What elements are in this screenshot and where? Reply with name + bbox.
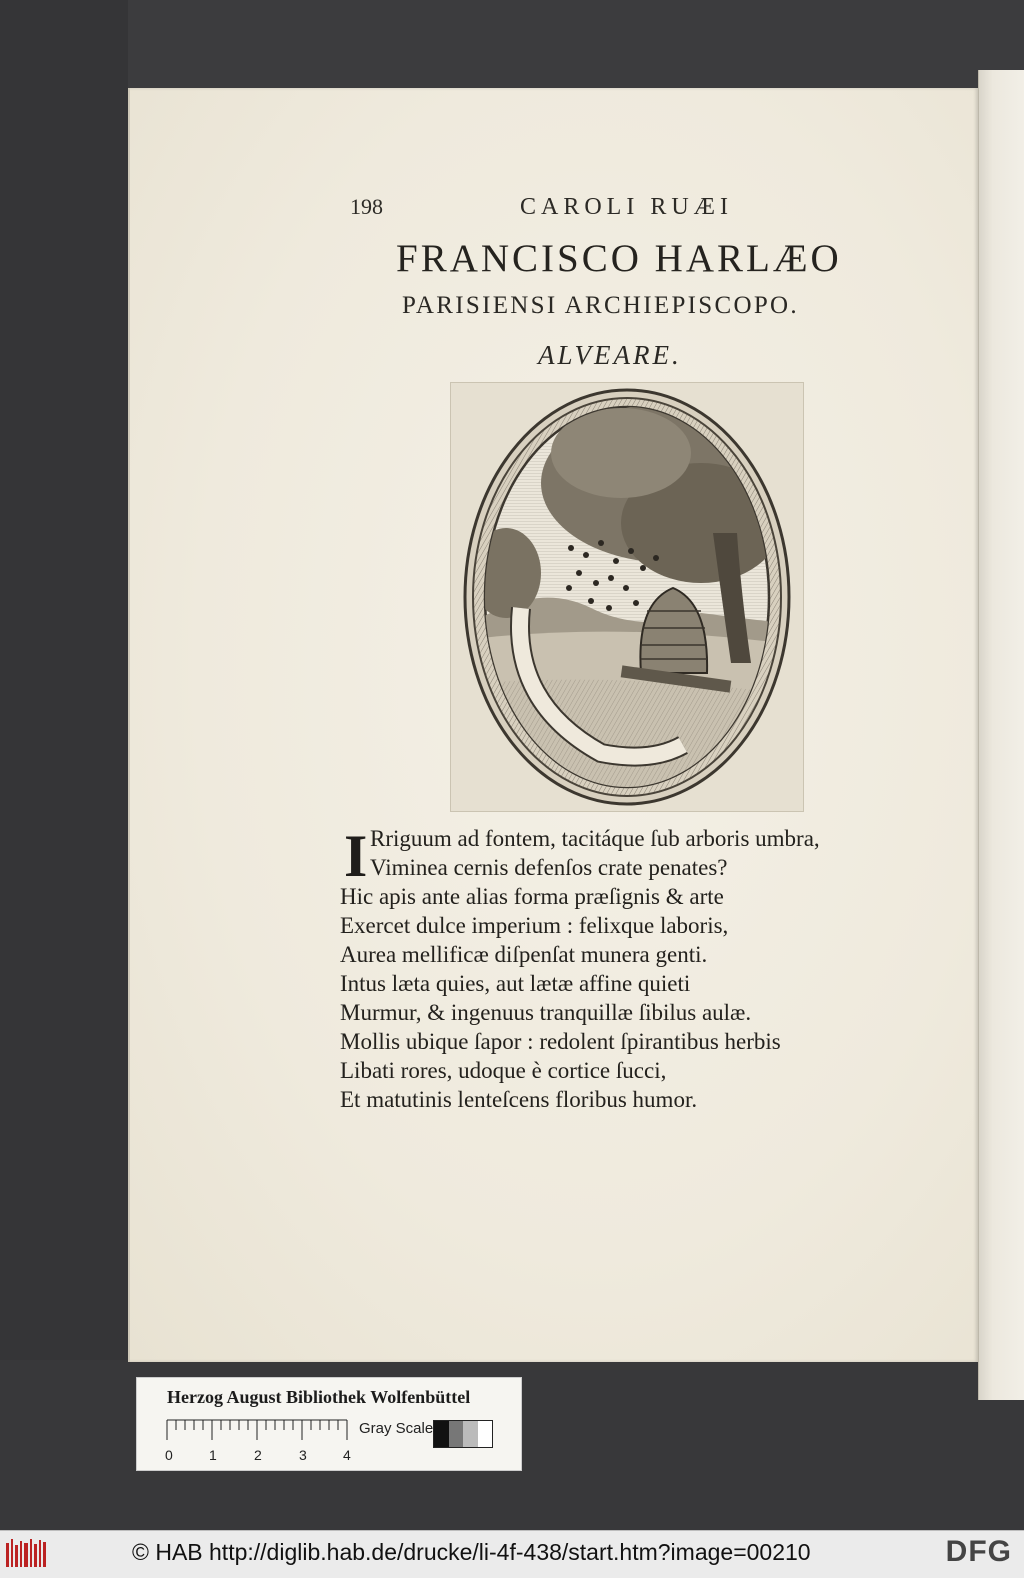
barcode-icon [6, 1539, 46, 1569]
ruler-number: 1 [209, 1447, 217, 1463]
gray-scale-swatches [433, 1420, 493, 1448]
poem-line: Exercet dulce imperium : felixque laboris, [340, 913, 729, 938]
poem-line: Aurea mellificæ diſpenſat munera genti. [340, 942, 708, 967]
footer-bar [0, 1530, 1024, 1578]
running-head [350, 194, 820, 224]
adjacent-page-edge [978, 70, 1024, 1400]
poem-line: Viminea cernis defenſos crate penates? [370, 855, 728, 880]
ruler-number: 4 [343, 1447, 351, 1463]
scan-background-left [0, 0, 128, 1530]
emblem-engraving [450, 382, 804, 812]
copyright-link[interactable]: © HAB http://diglib.hab.de/drucke/li-4f-438/start.htm?image=00210 [132, 1539, 811, 1565]
running-head-author: CAROLI RUÆI [520, 194, 734, 220]
ruler-number: 3 [299, 1447, 307, 1463]
poem-line: Rriguum ad fontem, tacitáque ſub arboris umbra, [370, 826, 820, 851]
title-line-3: ALVEARE. [538, 340, 682, 370]
institution-name: Herzog August Bibliothek Wolfenbüttel [167, 1387, 471, 1407]
ruler-number: 2 [254, 1447, 262, 1463]
drop-cap: I [344, 823, 368, 889]
ruler-number: 0 [165, 1447, 173, 1463]
poem-line: Murmur, & ingenuus tranquillæ ſibilus aulæ. [340, 1000, 752, 1025]
library-label-card [136, 1377, 522, 1471]
poem-line: Et matutinis lenteſcens floribus humor. [340, 1087, 698, 1112]
poem-line: Libati rores, udoque è cortice ſucci, [340, 1058, 667, 1083]
gray-scale-label: Gray Scale [359, 1420, 434, 1437]
title-line-1: FRANCISCO HARLÆO [396, 237, 842, 280]
poem-line: Intus læta quies, aut lætæ affine quieti [340, 971, 691, 996]
ruler-scale [165, 1418, 355, 1464]
poem-line: Hic apis ante alias forma præſignis & arte [340, 884, 724, 909]
beehive-emblem-icon [451, 383, 803, 811]
page-number: 198 [350, 194, 383, 219]
scan-background-top [0, 0, 1024, 88]
poem-text [340, 824, 940, 1114]
poem-line: Mollis ubique ſapor : redolent ſpirantibus herbis [340, 1029, 781, 1054]
dfg-logo: DFG [945, 1535, 1012, 1568]
title-line-2: PARISIENSI ARCHIEPISCOPO. [402, 292, 799, 319]
